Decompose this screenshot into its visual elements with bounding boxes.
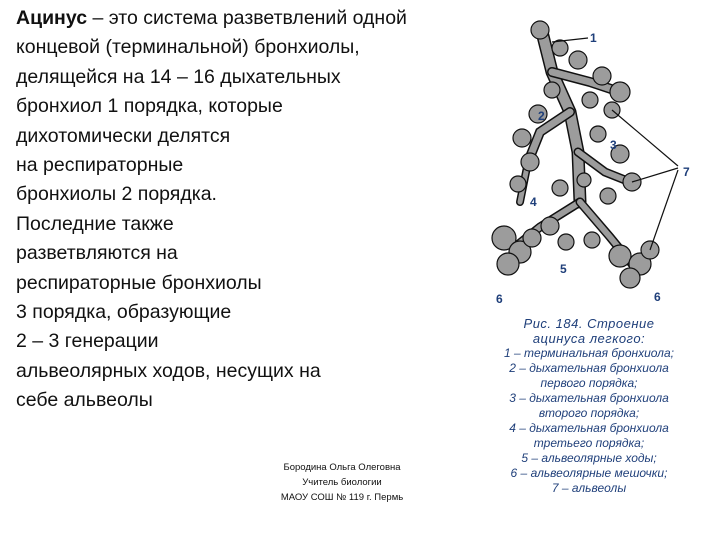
caption-item: 3 – дыхательная бронхиола <box>509 391 669 405</box>
caption-title: Рис. 184. Строение <box>523 316 655 331</box>
author-school: МАОУ СОШ № 119 г. Пермь <box>280 492 404 503</box>
main-text-line: делящейся на 14 – 16 дыхательных <box>16 65 341 88</box>
figure-caption <box>464 316 714 496</box>
figure-label: 6 <box>654 290 661 304</box>
figure-label: 7 <box>683 165 690 179</box>
caption-item: 7 – альвеолы <box>551 481 627 495</box>
figure-label: 3 <box>610 138 617 152</box>
main-text-line: бронхиолы 2 порядка. <box>16 183 217 206</box>
caption-item: второго порядка; <box>538 406 640 420</box>
figure-label: 6 <box>496 292 503 306</box>
figure-label: 4 <box>530 195 537 209</box>
caption-item: третьего порядка; <box>533 436 645 450</box>
main-text-line: бронхиол 1 порядка, которые <box>16 95 283 118</box>
caption-item: 5 – альвеолярные ходы; <box>521 451 657 465</box>
caption-item: 6 – альвеолярные мешочки; <box>510 466 668 480</box>
main-text-line: альвеолярных ходов, несущих на <box>16 359 321 382</box>
caption-item: 4 – дыхательная бронхиола <box>509 421 669 435</box>
main-text-line: на респираторные <box>16 154 184 177</box>
main-text-line: Последние также <box>16 212 174 235</box>
author-credit <box>244 460 440 505</box>
main-text-line-1 <box>16 4 516 33</box>
figure-label: 2 <box>538 109 545 123</box>
main-text-line: 2 – 3 генерации <box>16 330 159 353</box>
figure-label: 5 <box>560 262 567 276</box>
definition-start: – это система разветвлений одной <box>87 7 407 29</box>
main-text-line: дихотомически делятся <box>16 124 231 147</box>
main-text-line: 3 порядка, образующие <box>16 301 232 324</box>
author-name: Бородина Ольга Олеговна <box>283 462 401 473</box>
term-acinus: Ацинус <box>16 7 88 29</box>
figure-label: 1 <box>590 31 597 45</box>
main-text-block <box>16 4 516 416</box>
main-text-line: респираторные бронхиолы <box>16 271 262 294</box>
author-role: Учитель биологии <box>302 477 382 488</box>
main-text-line: разветвляются на <box>16 242 178 265</box>
main-text-line: концевой (терминальной) бронхиолы, <box>16 36 360 59</box>
caption-item: 1 – терминальная бронхиола; <box>504 346 674 360</box>
acinus-diagram <box>480 12 710 312</box>
caption-subtitle: ацинуса легкого: <box>532 331 646 346</box>
main-text-line: себе альвеолы <box>16 389 153 412</box>
caption-item: первого порядка; <box>540 376 638 390</box>
caption-item: 2 – дыхательная бронхиола <box>509 361 669 375</box>
